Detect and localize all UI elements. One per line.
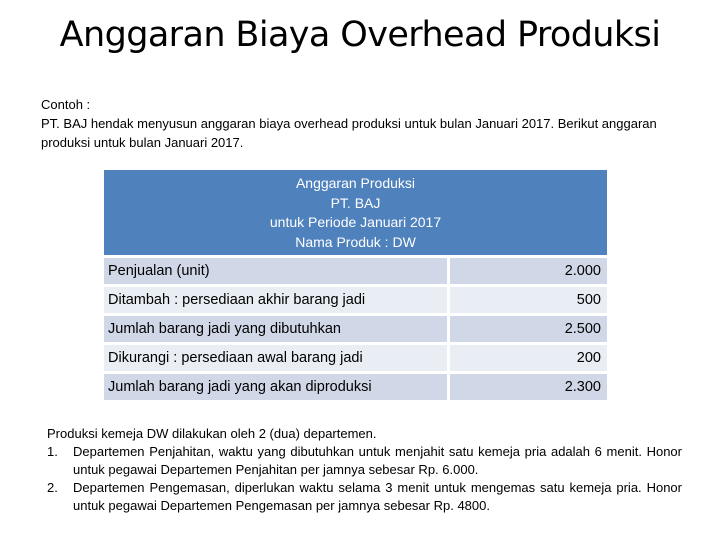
- table-row: [104, 287, 607, 313]
- row-value: 2.000: [450, 258, 607, 284]
- table-header: [104, 170, 607, 255]
- list-item: [47, 443, 682, 479]
- row-label: Jumlah barang jadi yang akan diproduksi: [104, 374, 447, 400]
- notes-intro: Produksi kemeja DW dilakukan oleh 2 (dua) departemen.: [47, 426, 377, 441]
- row-value: 500: [450, 287, 607, 313]
- row-value: 200: [450, 345, 607, 371]
- table-header-company: PT. BAJ: [330, 194, 381, 211]
- list-item-text: Departemen Penjahitan, waktu yang dibutuhkan untuk menjahit satu kemeja pria adalah 6 menit. Honor untuk pegawai Departemen Penjahitan per jamnya sebesar Rp. 6.000.: [73, 444, 682, 477]
- row-label: Jumlah barang jadi yang dibutuhkan: [104, 316, 447, 342]
- list-item-text: Departemen Pengemasan, diperlukan waktu selama 3 menit untuk mengemas satu kemeja pria. Honor untuk pegawai Departemen Pengemasan per jamnya sebesar Rp. 4800.: [73, 480, 682, 513]
- table-row: [104, 374, 607, 400]
- production-budget-table: [104, 170, 607, 400]
- department-list: [47, 443, 682, 515]
- row-label: Penjualan (unit): [104, 258, 447, 284]
- table-row: [104, 345, 607, 371]
- table-header-title: Anggaran Produksi: [295, 175, 416, 191]
- table-row: [104, 258, 607, 284]
- table-header-product: Nama Produk : DW: [295, 233, 416, 250]
- intro-label: Contoh :: [41, 97, 91, 112]
- page-title: Anggaran Biaya Overhead Produksi: [59, 15, 661, 55]
- notes-section: [47, 425, 682, 515]
- row-value: 2.500: [450, 316, 607, 342]
- list-item: [47, 479, 682, 515]
- intro-section: [41, 95, 691, 152]
- intro-text: PT. BAJ hendak menyusun anggaran biaya overhead produksi untuk bulan Januari 2017. Berikut anggaran produksi untuk bulan Januari 2017.: [41, 116, 657, 150]
- row-value: 2.300: [450, 374, 607, 400]
- table-header-period: untuk Periode Januari 2017: [269, 214, 442, 230]
- list-item-number: 1.: [47, 444, 58, 459]
- row-label: Dikurangi : persediaan awal barang jadi: [104, 345, 447, 371]
- list-item-number: 2.: [47, 480, 58, 495]
- table-row: [104, 316, 607, 342]
- row-label: Ditambah : persediaan akhir barang jadi: [104, 287, 447, 313]
